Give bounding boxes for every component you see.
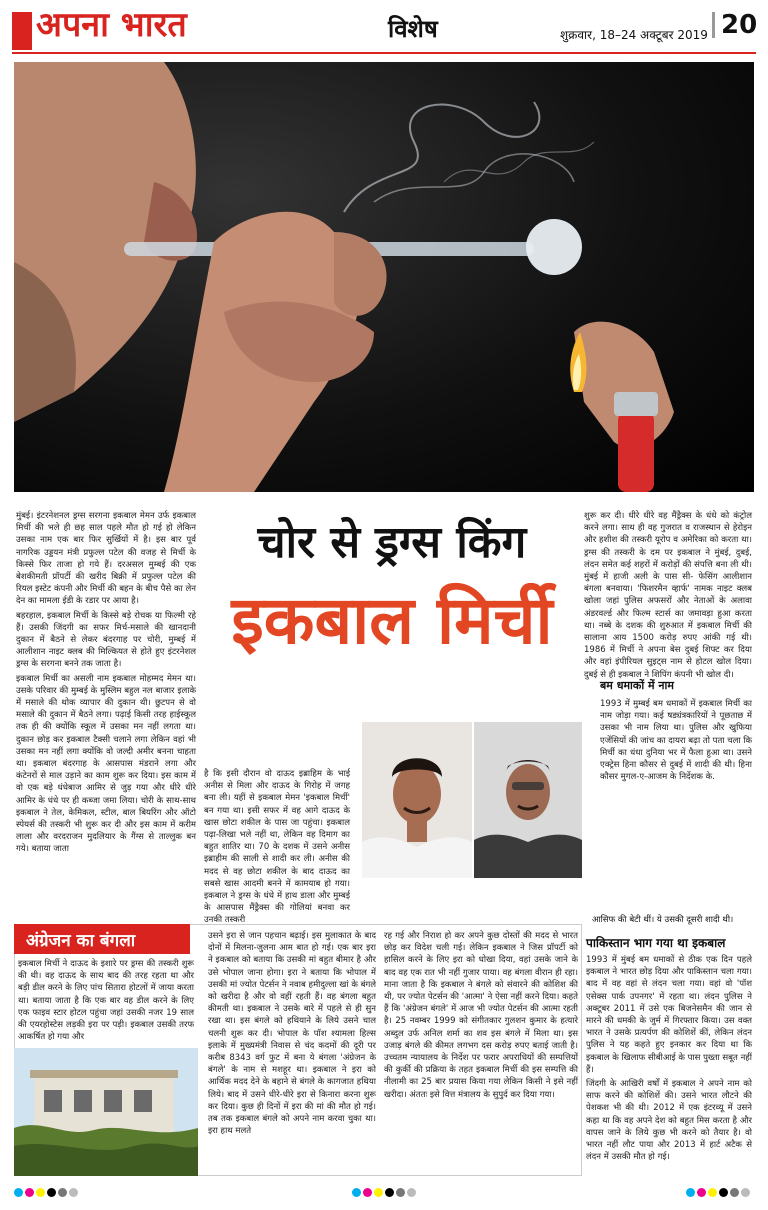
page-number: 20 [712,12,757,38]
bungalow-column-1 [18,958,194,1045]
article-paragraph: जिंदगी के आखिरी वर्षों में इकबाल ने अपने नाम को साफ करने की कोशिशें की। उसने भारत लौटने की पेशकश भी की थी। 2012 में एक इंटरव्यू में उसने कहा था कि वह अपने देश को बहुत मिस करता है और वापस जाने के लिये कुछ भी करने को तैयार है। वो भारत नहीं लौट पाया और 2013 में हार्ट अटैक से लंदन में उसकी मौत हो गई। [586,1079,752,1163]
article-paragraph: है कि इसी दौरान वो दाऊद इब्राहिम के भाई अनीस से मिला और दाऊद के गिरोह में जगह बना ली। यहीं से इकबाल मेमन 'इकबाल मिर्ची' बन गया था। इसी सफर में वह आगे दाऊद के खास छोटा शकील के पास जा पहुंचा। इकबाल पढ़ा-लिखा भले नहीं था, लेकिन वह दिमाग का बहुत शातिर था। 70 के दशक में उसने अनीस इब्राहीम की साली से शादी कर ली। अनीस की मदद से वह छोटा शकील के बाद दाऊद का सबसे खास आदमी बनने में कामयाब हो गया। इकबाल ने ड्रग्स के धंधे में हाथ डाला और मुम्बई के आसपास मैंड्रैक्स की गोलियां बनवा कर उनकी तस्करी [204,769,350,926]
headline-line-1: चोर से ड्रग्स किंग [257,517,527,568]
subhead-blast: बम धमाकों में नाम [600,679,674,692]
headline-block [212,518,572,660]
bungalow-title: अंग्रेजन का बंगला [14,924,190,954]
blast-continuation: आसिफ की बेटी थीं। ये उसकी दूसरी शादी थी। [592,915,734,925]
pakistan-column [586,954,752,1165]
article-paragraph: मुंबई। इंटरनेशनल ड्रग्स सरगना इकबाल मेमन उर्फ इकबाल मिर्ची की भले ही छह साल पहले मौत हो गई हो लेकिन उसका नाम एक बार फिर सुर्खियों में है। इस बार पूर्व नागरिक उड्डयन मंत्री प्रफुल्ल पटेल की वजह से मिर्ची के किस्से फिर ताजा हो गये हैं। दरअसल मुम्बई की एक बेशकीमती प्रॉपर्टी की खरीद बिक्री में प्रफुल्ल पटेल की रियल इस्टेट कंपनी और मिर्ची की बहन के बीच पैसे का लेन देन का मामला ईडी के रडार पर आया है। [16,511,196,607]
article-paragraph: इकबाल मिर्ची ने दाऊद के इशारे पर ड्रग्स की तस्करी शुरू की थी। वह दाऊद के साथ बाद की तरह रहता था और बड़ी डील करने के लिए पांच सितारा होटलों में जाया करता था। बताया जाता है कि एक बार वह डील करने के लिए एक फाइव स्टार होटल पहुंचा जहां उसकी नजर 19 साल की एयरहोस्टेस लड़की इरा पर पड़ी। इकबाल उसकी तरफ आकर्षित हो गया और [18,959,194,1043]
smoking-pipe-illustration [14,62,754,492]
bungalow-column-2 [208,930,376,1139]
article-paragraph: रह गई और निराश हो कर अपने कुछ दोस्तों की मदद से भारत छोड़ कर विदेश चली गई। लेकिन इकबाल ने जिस प्रॉपर्टी को हासिल करने के लिए इरा को धोखा दिया, वहां उसके जाने के बाद वह एक रात भी नहीं गुजार पाया। वह बंगला वीरान ही रहा। माना जाता है कि इकबाल ने बंगले को संवारने की कोशिश की थी, पर ज्योत पेटर्सन की 'आत्मा' ने ऐसा नहीं करने दिया। कहते हैं कि 'अंग्रेजन बंगले' में आज भी ज्योत पेटर्सन की आत्मा रहती है। 25 नवम्बर 1999 को संगीतकार गुलशन कुमार के हत्यारे अब्दुल उर्फ अनिल शर्मा का शव इस बंगले में मिला था। इस उजाड़ बंगले की कीमत लगभग दस करोड़ रुपए बताई जाती है। उच्चतम न्यायालय के निर्देश पर फरार अपराधियों की सम्पत्तियों की कुर्की की प्रक्रिया के तहत इकबाल मिर्ची की इस सम्पत्ति की नीलामी का 25 बार प्रयास किया गया लेकिन किसी ने इसे नहीं खरीदा। अंततः इसे वित्त मंत्रालय के सुपुर्द कर दिया गया। [384,931,578,1100]
header-rule [12,52,756,54]
article-paragraph: उसने इरा से जान पहचान बढ़ाई। इस मुलाकात के बाद दोनों में मिलना-जुलना आम बात हो गई। एक बार इरा ने इकबाल को बताया कि उसकी मां बहुत बीमार है और उसे भोपाल जाना होगा। इरा ने बताया कि भोपाल में उसकी मां ज्योत पेटर्सन ने नवाब हमीदुल्ला खां के बंगले को खरीदा है और वो वहीं रहती हैं। वह बंगला बहुत कीमती था। इकबाल ने उसके बारे में पहले से ही सुन रखा था। इस बंगले को हथियाने के लिये उसने चाल चलनी शुरू कर दी। भोपाल के पॉश श्यामला हिल्स इलाके में मुख्यमंत्री निवास से चंद कदमों की दूरी पर करीब 8343 वर्ग फुट में बना ये बंगला 'अंग्रेजन के बंगले' के नाम से मशहूर था। इकबाल ने इरा को आर्थिक मदद देने के बहाने से बंगले के कागजात हथिया लिये। बाद में उसने धीरे-धीरे इरा से किनारा करना शुरू कर दिया। कुछ ही दिनों में इरा की मां की मौत हो गई। तब तक इकबाल बंगले को अपने नाम करवा चुका था। इरा हाथ मलते [208,931,376,1137]
registration-marks [352,1188,416,1197]
article-paragraph: इकबाल मिर्ची का असली नाम इकबाल मोहम्मद मेमन था। उसके परिवार की मुम्बई के मुस्लिम बहुल नल बाजार इलाके में मसाले की थोक व्यापार की दुकान थी। छुटपन से वो मसाले की दुकान में बैठने लगा। पढ़ाई किसी तरह हाईस्कूल तक ही की क्योंकि स्कूल में उसका मन नहीं लगता था। दुकान छोड़ कर इकबाल टैक्सी चलाने लगा लेकिन वहां भी उसका मन नहीं लगा क्योंकि वो जल्दी अमीर बनना चाहता था। इकबाल बंदरगाह के आसपास मंडराने लगा और कंटेनरों से माल उड़ाने का काम शुरू कर दिया। इस काम में वो एक बड़े धंधेबाज आमिर से जुड़ गया और धीरे धीरे आमिर के धंधे पर ही कब्जा जमा लिया। चोरी के साथ-साथ इकबाल ने तेल, केमिकल, स्टील, बाल बियरिंग और ऑटो स्पेयर्स की तस्करी भी शुरू कर दी और इस काम में करीम लाला और वरदराजन मुदलियार के गैंग्स से ताल्लुक बन गये। बताया जाता [16,673,196,855]
article-column-3 [584,510,752,683]
registration-marks [686,1188,750,1197]
article-paragraph: शुरू कर दी। धीरे धीरे वह मैंड्रैक्स के धंधे को कंट्रोल करने लगा। साथ ही वह गुजरात व राजस्थान से हेरोइन और हशीश की तस्करी यूरोप व अमेरिका को करता था। ड्रग्स की तस्करी के दम पर इकबाल ने मुंबई, दुबई, लंदन समेत कई शहरों में करोड़ों की संपत्ति बना ली थी। मुंबई में हाजी अली के पास सी- फेसिंग आलीशान बंगला बनवाया। 'फिशरमैन व्हार्फ' नामक नाइट क्लब खोला जहां पुलिस अफसरों और नेताओं के अलावा अंडरवर्ल्ड और फिल्म स्टार्स का जमावड़ा हुआ करता था। नब्बे के दशक की शुरुआत में इकबाल मिर्ची की सालाना आय 1500 करोड़ रुपए आंकी गई थी। 1986 में मिर्ची ने अपना बेस दुबई शिफ्ट कर दिया और वहां इंपीरियल सुइट्स नाम से होटल खोल दिया। दुबई से ही इकबाल ने शिपिंग कंपनी भी खोल दी। [584,511,752,680]
headline-line-2: इकबाल मिर्ची [231,581,553,659]
bungalow-column-3 [384,930,578,1103]
section-label: विशेष [388,15,438,43]
blast-column [600,698,752,785]
article-paragraph: 1993 में मुंबई बम धमाकों से ठीक एक दिन पहले इकबाल ने भारत छोड़ दिया और पाकिस्तान चला गया। बाद में वह वहां से लंदन चला गया। वहां वो 'पॉश एसेक्स पार्क उपनगर' में रहता था। लंदन पुलिस ने अक्टूबर 2011 में उसे एक बिजनेसमैन की जान से मारने की धमकी के जुर्म में गिरफ्तार किया। उस वक्त भारत ने उसके प्रत्यर्पण की कोशिशें कीं, लेकिन लंदन पुलिस ने यह कहते हुए इनकार कर दिया था कि इकबाल के खिलाफ सीबीआई के पास पुख्ता सबूत नहीं हैं। [586,955,753,1075]
page-header [0,0,768,56]
article-column-1 [16,510,196,858]
subhead-pakistan: पाकिस्तान भाग गया था इकबाल [586,936,726,950]
issue-date: शुक्रवार, 18–24 अक्टूबर 2019 [560,28,708,42]
article-column-2 [204,768,350,929]
article-paragraph: बहरहाल, इकबाल मिर्ची के किस्से बड़े रोचक या फिल्मी रहे हैं। उसकी जिंदगी का सफर मिर्च-मसाले की खानदानी दुकान में बैठने से लेकर बंदरगाह पर चोरी, मुम्बई में आलीशान नाइट क्लब की मिल्कियत से होते हुए इंटरनेशल ड्रग्स के सरगना बनने तक जाता है। [16,610,196,670]
masthead-bar [12,12,32,50]
portrait-photo-1 [362,722,472,878]
masthead-title: अपना भारत [36,5,187,45]
registration-marks [14,1188,78,1197]
portrait-photo-2 [474,722,582,878]
bungalow-photo [14,1048,198,1176]
hero-photo [14,62,754,492]
article-paragraph: 1993 में मुम्बई बम धमाकों में इकबाल मिर्ची का नाम जोड़ा गया। कई षड्यंत्रकारियों ने पूछताछ में उसका भी नाम लिया था। पुलिस और खुफिया एजेंसियों की जांच का दायरा बढ़ा तो पता चला कि मिर्ची का धंधा दुनिया भर में फैला हुआ था। उसने एक्ट्रेस हिना कौसर से दुबई में शादी की थी। हिना कौसर मुगल-ए-आजम के निर्देशक के. [600,699,752,783]
